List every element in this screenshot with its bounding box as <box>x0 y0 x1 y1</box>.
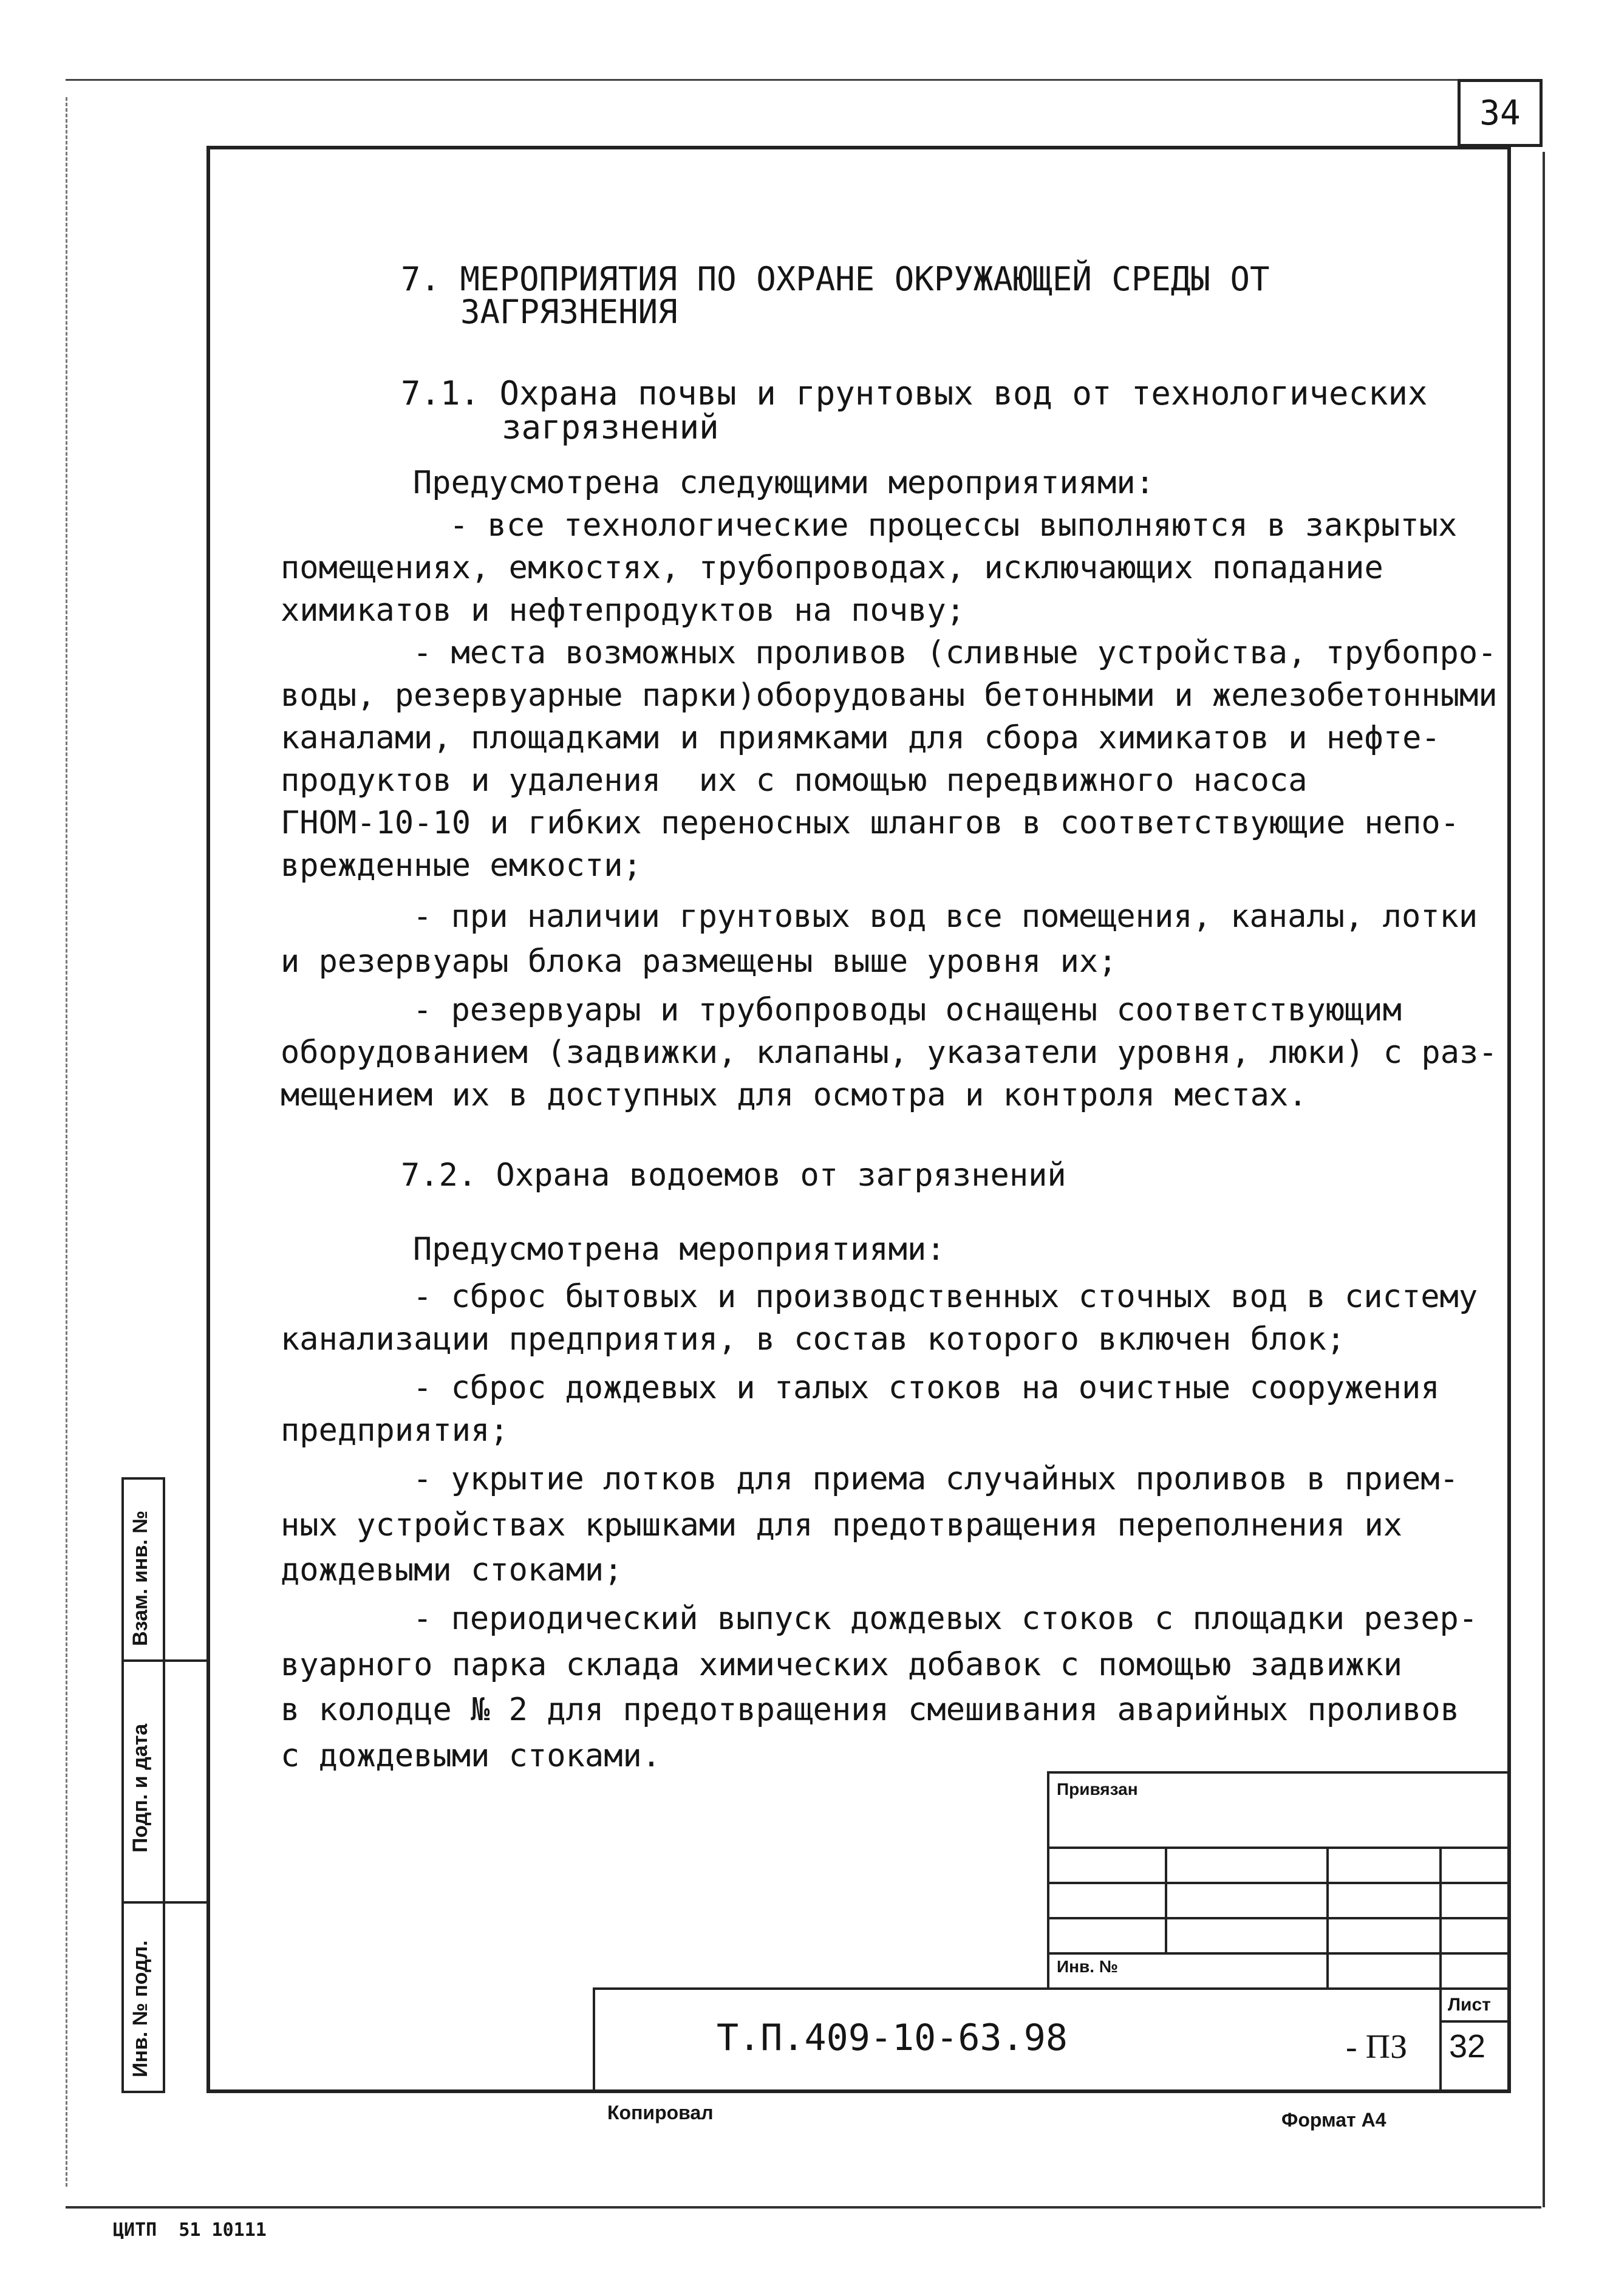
section-title-line-1: 7. МЕРОПРИЯТИЯ ПО ОХРАНЕ ОКРУЖАЮЩЕЙ СРЕДЫ ОТ <box>401 260 1270 298</box>
margin-label-podp: Подп. и дата <box>129 1723 152 1853</box>
margin-stamp-divider <box>121 1659 206 1662</box>
footer-copied: Копировал <box>607 2102 714 2123</box>
paragraph-line: с дождевыми стоками. <box>281 1738 661 1774</box>
paragraph-line: канализации предприятия, в состав которого включен блок; <box>281 1321 1346 1358</box>
paragraph-line: вуарного парка склада химических добавок с помощью задвижки <box>281 1647 1403 1683</box>
stamp-left-border <box>1047 1771 1049 1990</box>
paragraph-line: каналами, площадками и приямками для сбора химикатов и нефте- <box>281 720 1441 756</box>
stamp-top-border <box>1047 1771 1511 1774</box>
paragraph-line: продуктов и удаления их с помощью передвижного насоса <box>281 762 1308 799</box>
stamp-col-line <box>1165 1847 1167 1952</box>
paragraph-line: врежденные емкости; <box>281 847 642 884</box>
stamp-main-left <box>593 1987 595 2093</box>
paragraph-line: и резервуары блока размещены выше уровня их; <box>281 943 1117 980</box>
drawing-frame <box>206 146 1511 2093</box>
page-number: 34 <box>1479 93 1521 133</box>
paragraph-line: в колодце № 2 для предотвращения смешивания аварийных проливов <box>281 1692 1460 1728</box>
page-number-box <box>1458 79 1543 147</box>
paragraph-line: - сброс бытовых и производственных сточных вод в систему <box>413 1279 1478 1315</box>
paragraph-line: ГНОМ-10-10 и гибких переносных шлангов в соответствующие непо- <box>281 805 1460 841</box>
paragraph-line: - резервуары и трубопроводы оснащены соответствующим <box>413 992 1402 1028</box>
subsection-7-1-title-line-2: загрязнений <box>502 408 719 446</box>
paragraph-line: - периодический выпуск дождевых стоков с площадки резер- <box>413 1601 1478 1637</box>
paragraph-line: помещениях, емкостях, трубопроводах, исключающих попадание <box>281 550 1383 586</box>
paragraph-line: оборудованием (задвижки, клапаны, указатели уровня, люки) с раз- <box>281 1034 1498 1071</box>
margin-stamp-column-values <box>163 1477 206 2093</box>
sheet-trim-bottom <box>66 2206 1541 2209</box>
stamp-doc-type: - ПЗ <box>1346 2028 1408 2066</box>
paragraph-line: Предусмотрена мероприятиями: <box>413 1231 946 1268</box>
sheet-trim-left <box>66 97 67 2187</box>
sheet-trim-top <box>66 79 1511 81</box>
paragraph-line: - сброс дождевых и талых стоков на очистные сооружения <box>413 1370 1440 1406</box>
margin-label-vzam: Взам. инв. № <box>129 1510 152 1646</box>
paragraph-line: дождевыми стоками; <box>281 1552 623 1588</box>
stamp-inv-no-label: Инв. № <box>1057 1957 1119 1976</box>
sheet-trim-right <box>1543 152 1545 2207</box>
paragraph-line: предприятия; <box>281 1412 509 1449</box>
stamp-doc-code: Т.П.409-10-63.98 <box>717 2017 1068 2059</box>
paragraph-line: - все технологические процессы выполняются в закрытых <box>449 507 1458 544</box>
stamp-col-line <box>1326 1847 1329 1990</box>
paragraph-line: мещением их в доступных для осмотра и контроля местах. <box>281 1077 1308 1113</box>
paragraph-line: воды, резервуарные парки)оборудованы бетонными и железобетонными <box>281 677 1498 714</box>
paragraph-line: ных устройствах крышками для предотвращения переполнения их <box>281 1507 1403 1543</box>
subsection-7-2-title: 7.2. Охрана водоемов от загрязнений <box>401 1157 1066 1194</box>
paragraph-line: - укрытие лотков для приема случайных проливов в прием- <box>413 1461 1459 1497</box>
footer-format: Формат А4 <box>1281 2109 1386 2131</box>
footer-print-code: ЦИТП 51 10111 <box>113 2219 267 2241</box>
subsection-7-1-title-line-1: 7.1. Охрана почвы и грунтовых вод от технологических <box>401 374 1428 412</box>
stamp-sheet-divider <box>1439 2020 1511 2023</box>
stamp-privyazan-label: Привязан <box>1057 1780 1138 1799</box>
margin-stamp-divider <box>121 1901 206 1904</box>
stamp-sheet-number: 32 <box>1449 2028 1486 2065</box>
paragraph-line: химикатов и нефтепродуктов на почву; <box>281 592 966 629</box>
section-title-line-2: ЗАГРЯЗНЕНИЯ <box>460 293 678 331</box>
paragraph-line: Предусмотрена следующими мероприятиями: <box>413 465 1154 501</box>
stamp-main-border <box>593 1987 1511 1990</box>
paragraph-line: - места возможных проливов (сливные устройства, трубопро- <box>413 635 1497 671</box>
margin-label-inv-podl: Инв. № подл. <box>129 1940 152 2077</box>
stamp-col-line <box>1439 1847 1442 2093</box>
stamp-sheet-label: Лист <box>1448 1995 1491 2015</box>
paragraph-line: - при наличии грунтовых вод все помещения, каналы, лотки <box>413 898 1478 935</box>
